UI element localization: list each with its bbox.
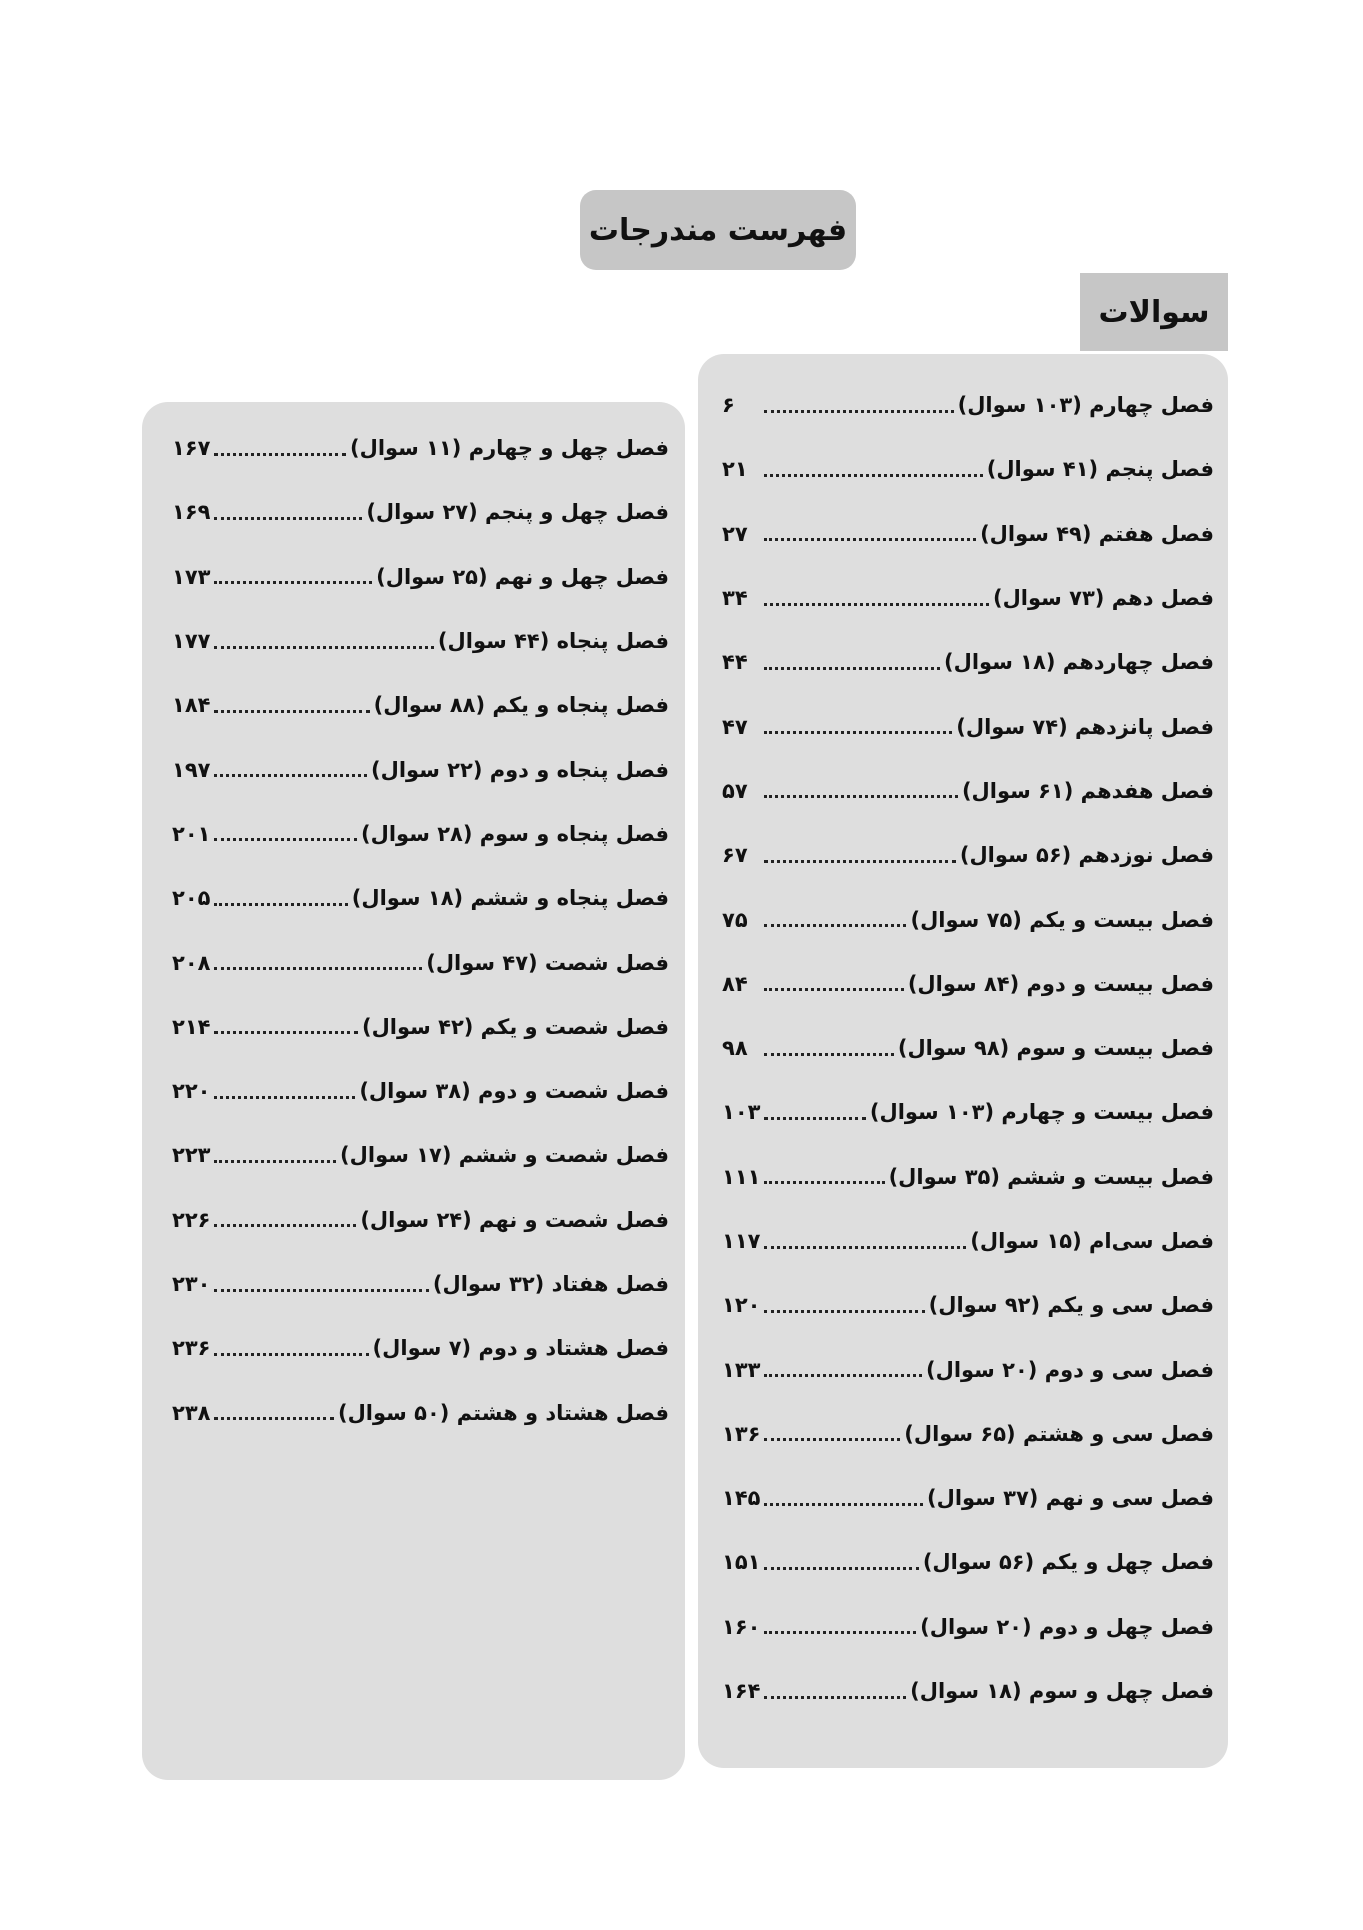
toc-leader-dots — [214, 1031, 358, 1034]
toc-entry-page: ۲۰۸ — [172, 950, 211, 975]
page-title-text: فهرست مندرجات — [588, 212, 848, 248]
toc-leader-dots — [764, 1503, 923, 1506]
toc-entry[interactable] — [172, 802, 669, 866]
toc-panel-right — [698, 354, 1228, 1768]
toc-entry-page: ۲۱ — [722, 457, 748, 482]
toc-entry-title: فصل شصت و نهم (۲۴ سوال) — [360, 1207, 669, 1232]
toc-entry-title: فصل سی و دوم (۲۰ سوال) — [926, 1357, 1214, 1382]
toc-entry-title: فصل شصت و ششم (۱۷ سوال) — [340, 1143, 669, 1168]
toc-entry[interactable] — [722, 1659, 1214, 1723]
toc-entry-title: فصل سی و یکم (۹۲ سوال) — [928, 1293, 1214, 1318]
toc-entry[interactable] — [172, 416, 669, 480]
toc-entry-page: ۱۶۹ — [172, 500, 211, 525]
toc-leader-dots — [764, 988, 904, 991]
toc-entry[interactable] — [172, 609, 669, 673]
toc-entry-title: فصل چهل و پنجم (۲۷ سوال) — [366, 500, 669, 525]
toc-entry-title: فصل بیست و سوم (۹۸ سوال) — [897, 1036, 1214, 1061]
toc-entry-page: ۵۷ — [722, 778, 748, 803]
toc-entry[interactable] — [722, 1273, 1214, 1337]
toc-leader-dots — [214, 838, 357, 841]
toc-leader-dots — [764, 1053, 894, 1056]
toc-entry-page: ۲۷ — [722, 521, 748, 546]
toc-entry[interactable] — [172, 1316, 669, 1380]
toc-entry-title: فصل بیست و ششم (۳۵ سوال) — [888, 1164, 1214, 1189]
toc-leader-dots — [764, 603, 989, 606]
toc-entry[interactable] — [722, 823, 1214, 887]
toc-entry[interactable] — [722, 373, 1214, 437]
toc-entry[interactable] — [722, 566, 1214, 630]
toc-leader-dots — [214, 903, 347, 906]
toc-entry[interactable] — [722, 1080, 1214, 1144]
toc-entry-page: ۲۳۸ — [172, 1400, 211, 1425]
toc-entry[interactable] — [172, 673, 669, 737]
toc-entry[interactable] — [722, 694, 1214, 758]
toc-leader-dots — [764, 1631, 916, 1634]
toc-entry-title: فصل بیست و چهارم (۱۰۳ سوال) — [869, 1100, 1214, 1125]
toc-entry[interactable] — [722, 1402, 1214, 1466]
toc-leader-dots — [214, 774, 367, 777]
toc-entry-page: ۱۷۳ — [172, 564, 211, 589]
toc-leader-dots — [214, 581, 372, 584]
toc-entry-page: ۲۲۶ — [172, 1207, 211, 1232]
toc-leader-dots — [214, 1096, 355, 1099]
toc-entry-page: ۱۳۶ — [722, 1421, 761, 1446]
toc-leader-dots — [214, 1160, 336, 1163]
toc-entry-page: ۲۳۶ — [172, 1336, 211, 1361]
toc-entry[interactable] — [172, 1252, 669, 1316]
toc-entry-page: ۱۶۷ — [172, 436, 211, 461]
toc-leader-dots — [214, 710, 369, 713]
toc-entry-title: فصل چهل و دوم (۲۰ سوال) — [920, 1614, 1214, 1639]
toc-entry[interactable] — [722, 759, 1214, 823]
toc-entry-page: ۳۴ — [722, 586, 748, 611]
toc-entry-title: فصل پنجاه و سوم (۲۸ سوال) — [361, 821, 669, 846]
toc-entry-title: فصل هفدهم (۶۱ سوال) — [961, 778, 1214, 803]
toc-entry-page: ۲۰۵ — [172, 886, 211, 911]
toc-entry[interactable] — [172, 545, 669, 609]
toc-entry-title: فصل شصت و دوم (۳۸ سوال) — [359, 1079, 669, 1104]
toc-entry-title: فصل چهارم (۱۰۳ سوال) — [957, 393, 1214, 418]
toc-entry-page: ۲۲۰ — [172, 1079, 211, 1104]
toc-entry[interactable] — [722, 1145, 1214, 1209]
toc-entry-page: ۲۲۳ — [172, 1143, 211, 1168]
toc-entry-title: فصل نوزدهم (۵۶ سوال) — [959, 843, 1214, 868]
toc-entry[interactable] — [722, 1530, 1214, 1594]
toc-leader-dots — [764, 924, 906, 927]
toc-entry-page: ۱۰۳ — [722, 1100, 761, 1125]
toc-entry[interactable] — [172, 1188, 669, 1252]
toc-entry[interactable] — [172, 930, 669, 994]
toc-leader-dots — [764, 1438, 900, 1441]
toc-leader-dots — [214, 517, 362, 520]
toc-entry-title: فصل پنجاه و یکم (۸۸ سوال) — [373, 693, 669, 718]
toc-entry-title: فصل پانزدهم (۷۴ سوال) — [956, 714, 1214, 739]
toc-leader-dots — [764, 1374, 922, 1377]
toc-leader-dots — [214, 646, 433, 649]
toc-entry[interactable] — [172, 995, 669, 1059]
toc-leader-dots — [764, 667, 940, 670]
toc-leader-dots — [764, 1246, 966, 1249]
toc-entry-page: ۱۸۴ — [172, 693, 211, 718]
section-heading-questions — [1080, 273, 1228, 351]
toc-entry-title: فصل هشتاد و هشتم (۵۰ سوال) — [337, 1400, 669, 1425]
toc-entry-title: فصل پنجاه و دوم (۲۲ سوال) — [371, 757, 669, 782]
toc-entry-title: فصل سی‌ام (۱۵ سوال) — [970, 1229, 1214, 1253]
toc-entry[interactable] — [172, 480, 669, 544]
toc-entry[interactable] — [722, 437, 1214, 501]
toc-entry-page: ۱۲۰ — [722, 1293, 761, 1318]
page-title — [580, 190, 856, 270]
toc-leader-dots — [764, 474, 983, 477]
toc-entry-title: فصل چهاردهم (۱۸ سوال) — [944, 650, 1214, 675]
toc-entry-page: ۹۸ — [722, 1036, 748, 1061]
toc-entry-page: ۱۶۴ — [722, 1679, 761, 1704]
toc-entry-title: فصل چهل و چهارم (۱۱ سوال) — [350, 436, 669, 461]
toc-leader-dots — [214, 1289, 428, 1292]
toc-entry-page: ۱۷۷ — [172, 629, 211, 654]
toc-entry-title: فصل شصت و یکم (۴۲ سوال) — [361, 1014, 669, 1039]
toc-entry[interactable] — [722, 952, 1214, 1016]
toc-leader-dots — [764, 1181, 884, 1184]
toc-list-left — [172, 416, 669, 1445]
toc-entry[interactable] — [722, 1466, 1214, 1530]
toc-entry-page: ۱۵۱ — [722, 1550, 761, 1575]
toc-leader-dots — [764, 1696, 906, 1699]
toc-entry[interactable] — [722, 1595, 1214, 1659]
toc-entry-title: فصل بیست و یکم (۷۵ سوال) — [910, 907, 1214, 932]
toc-leader-dots — [764, 795, 958, 798]
toc-entry[interactable] — [172, 737, 669, 801]
toc-entry-title: فصل چهل و سوم (۱۸ سوال) — [910, 1679, 1214, 1704]
toc-leader-dots — [214, 1353, 368, 1356]
toc-entry[interactable] — [172, 1380, 669, 1444]
toc-entry-title: فصل چهل و نهم (۲۵ سوال) — [376, 564, 669, 589]
toc-entry-title: فصل هشتاد و دوم (۷ سوال) — [372, 1336, 669, 1361]
toc-entry-title: فصل چهل و یکم (۵۶ سوال) — [922, 1550, 1214, 1575]
toc-entry-page: ۲۳۰ — [172, 1272, 211, 1296]
toc-leader-dots — [214, 453, 346, 456]
toc-entry-page: ۱۱۱ — [722, 1164, 761, 1189]
toc-leader-dots — [214, 1417, 334, 1420]
toc-leader-dots — [764, 538, 976, 541]
toc-entry-title: فصل هفتم (۴۹ سوال) — [980, 521, 1214, 546]
toc-leader-dots — [214, 967, 422, 970]
toc-leader-dots — [764, 410, 954, 413]
toc-entry-page: ۱۱۷ — [722, 1229, 761, 1253]
toc-entry-page: ۱۶۰ — [722, 1614, 761, 1639]
toc-entry-page: ۱۳۳ — [722, 1357, 761, 1382]
toc-entry[interactable] — [172, 1123, 669, 1187]
toc-entry-title: فصل پنجم (۴۱ سوال) — [986, 457, 1214, 482]
toc-leader-dots — [764, 731, 952, 734]
toc-entry-page: ۶ — [722, 393, 735, 418]
toc-leader-dots — [764, 1310, 924, 1313]
toc-leader-dots — [764, 860, 956, 863]
toc-entry-title: فصل پنجاه (۴۴ سوال) — [437, 629, 669, 654]
toc-entry[interactable] — [722, 502, 1214, 566]
section-heading-text: سوالات — [1098, 294, 1210, 330]
toc-entry-page: ۱۴۵ — [722, 1486, 761, 1511]
toc-entry-title: فصل دهم (۷۳ سوال) — [992, 586, 1214, 611]
toc-panel-left — [142, 402, 685, 1780]
toc-entry-title: فصل سی و نهم (۳۷ سوال) — [927, 1486, 1214, 1511]
toc-entry[interactable] — [722, 630, 1214, 694]
toc-entry[interactable] — [722, 1016, 1214, 1080]
toc-leader-dots — [764, 1567, 918, 1570]
toc-entry-page: ۷۵ — [722, 907, 748, 932]
toc-entry-page: ۴۷ — [722, 714, 748, 739]
toc-entry-title: فصل سی و هشتم (۶۵ سوال) — [904, 1421, 1214, 1446]
toc-entry-title: فصل پنجاه و ششم (۱۸ سوال) — [351, 886, 669, 911]
toc-leader-dots — [214, 1224, 356, 1227]
toc-entry[interactable] — [722, 1209, 1214, 1273]
toc-entry-page: ۴۴ — [722, 650, 748, 675]
toc-entry-page: ۲۱۴ — [172, 1014, 211, 1039]
toc-list-right — [722, 373, 1214, 1723]
toc-entry[interactable] — [722, 1337, 1214, 1401]
toc-entry-title: فصل بیست و دوم (۸۴ سوال) — [907, 971, 1214, 996]
toc-entry[interactable] — [172, 866, 669, 930]
toc-leader-dots — [764, 1117, 865, 1120]
toc-entry-title: فصل شصت (۴۷ سوال) — [426, 950, 669, 975]
toc-entry-page: ۶۷ — [722, 843, 748, 868]
toc-entry[interactable] — [172, 1059, 669, 1123]
toc-entry-page: ۱۹۷ — [172, 757, 211, 782]
toc-entry-title: فصل هفتاد (۳۲ سوال) — [432, 1272, 669, 1296]
toc-entry-page: ۸۴ — [722, 971, 748, 996]
toc-entry[interactable] — [722, 887, 1214, 951]
toc-entry-page: ۲۰۱ — [172, 821, 211, 846]
